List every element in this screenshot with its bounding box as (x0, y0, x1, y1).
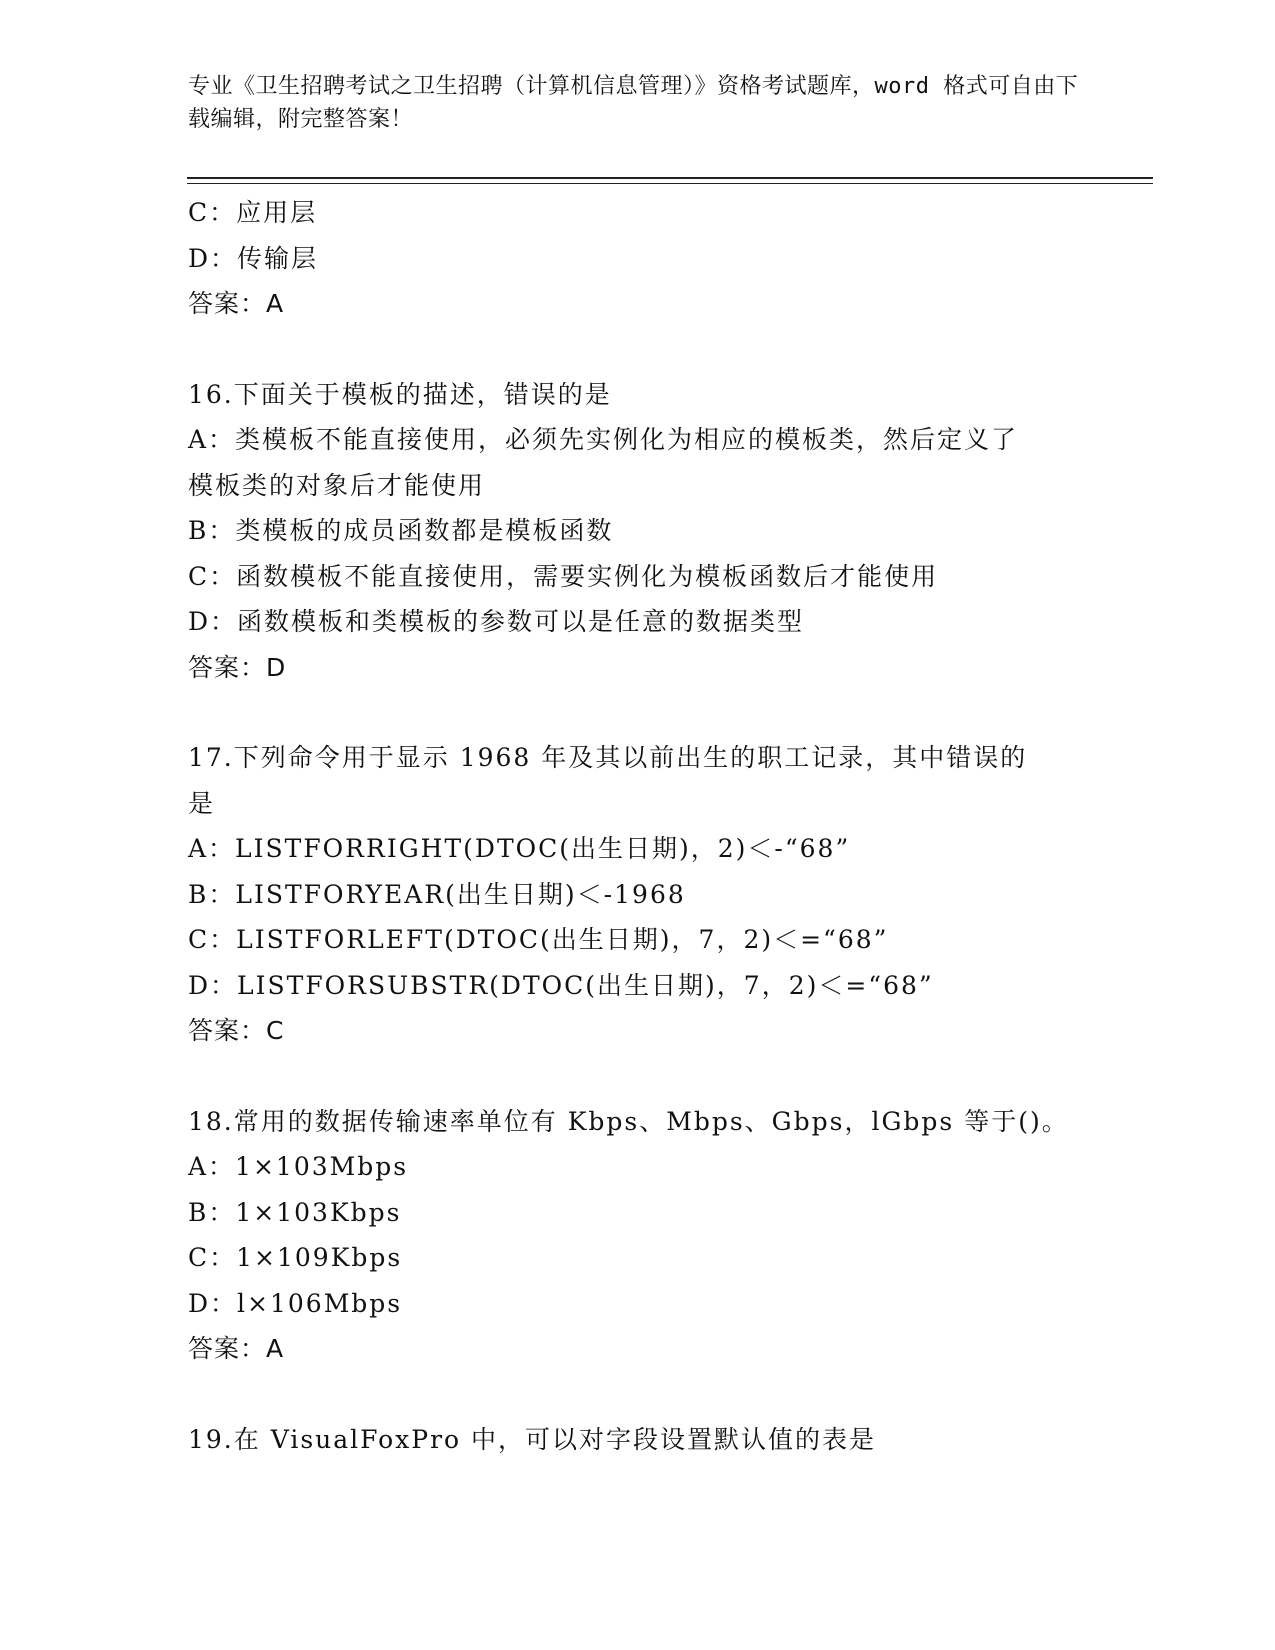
option-a: A：类模板不能直接使用，必须先实例化为相应的模板类，然后定义了模板类的对象后才能使用 (188, 425, 1019, 500)
question-stem: 17.下列命令用于显示 1968 年及其以前出生的职工记录，其中错误的是 (188, 743, 1028, 818)
option-c: C：函数模板不能直接使用，需要实例化为模板函数后才能使用 (188, 561, 939, 591)
option-c: C：应用层 (188, 198, 318, 227)
option-b: B：LISTFORYEAR(出生日期)＜-1968 (188, 879, 686, 909)
option-d: D：l×106Mbps (188, 1288, 403, 1318)
answer: 答案：A (188, 289, 285, 318)
question-15-tail (188, 190, 1088, 327)
spacer (188, 327, 1088, 372)
option-c: C：LISTFORLEFT(DTOC(出生日期)，7，2)＜=“68” (188, 925, 889, 954)
option-d: D：函数模板和类模板的参数可以是任意的数据类型 (188, 607, 805, 636)
spacer (188, 1054, 1088, 1099)
option-d: D：LISTFORSUBSTR(DTOC(出生日期)，7，2)＜=“68” (188, 970, 934, 1000)
question-16 (188, 372, 1088, 691)
answer: 答案：C (188, 1016, 285, 1045)
option-a: A：LISTFORRIGHT(DTOC(出生日期)，2)＜-“68” (188, 834, 851, 863)
option-c: C：1×109Kbps (188, 1243, 403, 1272)
question-stem: 16.下面关于模板的描述，错误的是 (188, 379, 612, 409)
answer: 答案：D (188, 652, 287, 682)
header-divider-thin (187, 183, 1153, 184)
option-b: B：类模板的成员函数都是模板函数 (188, 516, 614, 545)
option-a: A：1×103Mbps (188, 1152, 409, 1181)
document-header: 专业《卫生招聘考试之卫生招聘（计算机信息管理）》资格考试题库，word 格式可自由下载编辑，附完整答案！ (188, 74, 1079, 132)
option-d: D：传输层 (188, 243, 319, 273)
spacer (188, 690, 1088, 735)
question-list (188, 190, 1088, 1462)
question-stem: 19.在 VisualFoxPro 中，可以对字段设置默认值的表是 (188, 1424, 877, 1454)
question-19 (188, 1417, 1088, 1463)
question-18 (188, 1099, 1088, 1372)
option-b: B：1×103Kbps (188, 1197, 402, 1227)
question-17 (188, 735, 1088, 1054)
question-stem: 18.常用的数据传输速率单位有 Kbps、Mbps、Gbps，lGbps 等于()。 (188, 1106, 1069, 1136)
spacer (188, 1372, 1088, 1417)
header-divider (187, 177, 1153, 179)
answer: 答案：A (188, 1334, 285, 1363)
